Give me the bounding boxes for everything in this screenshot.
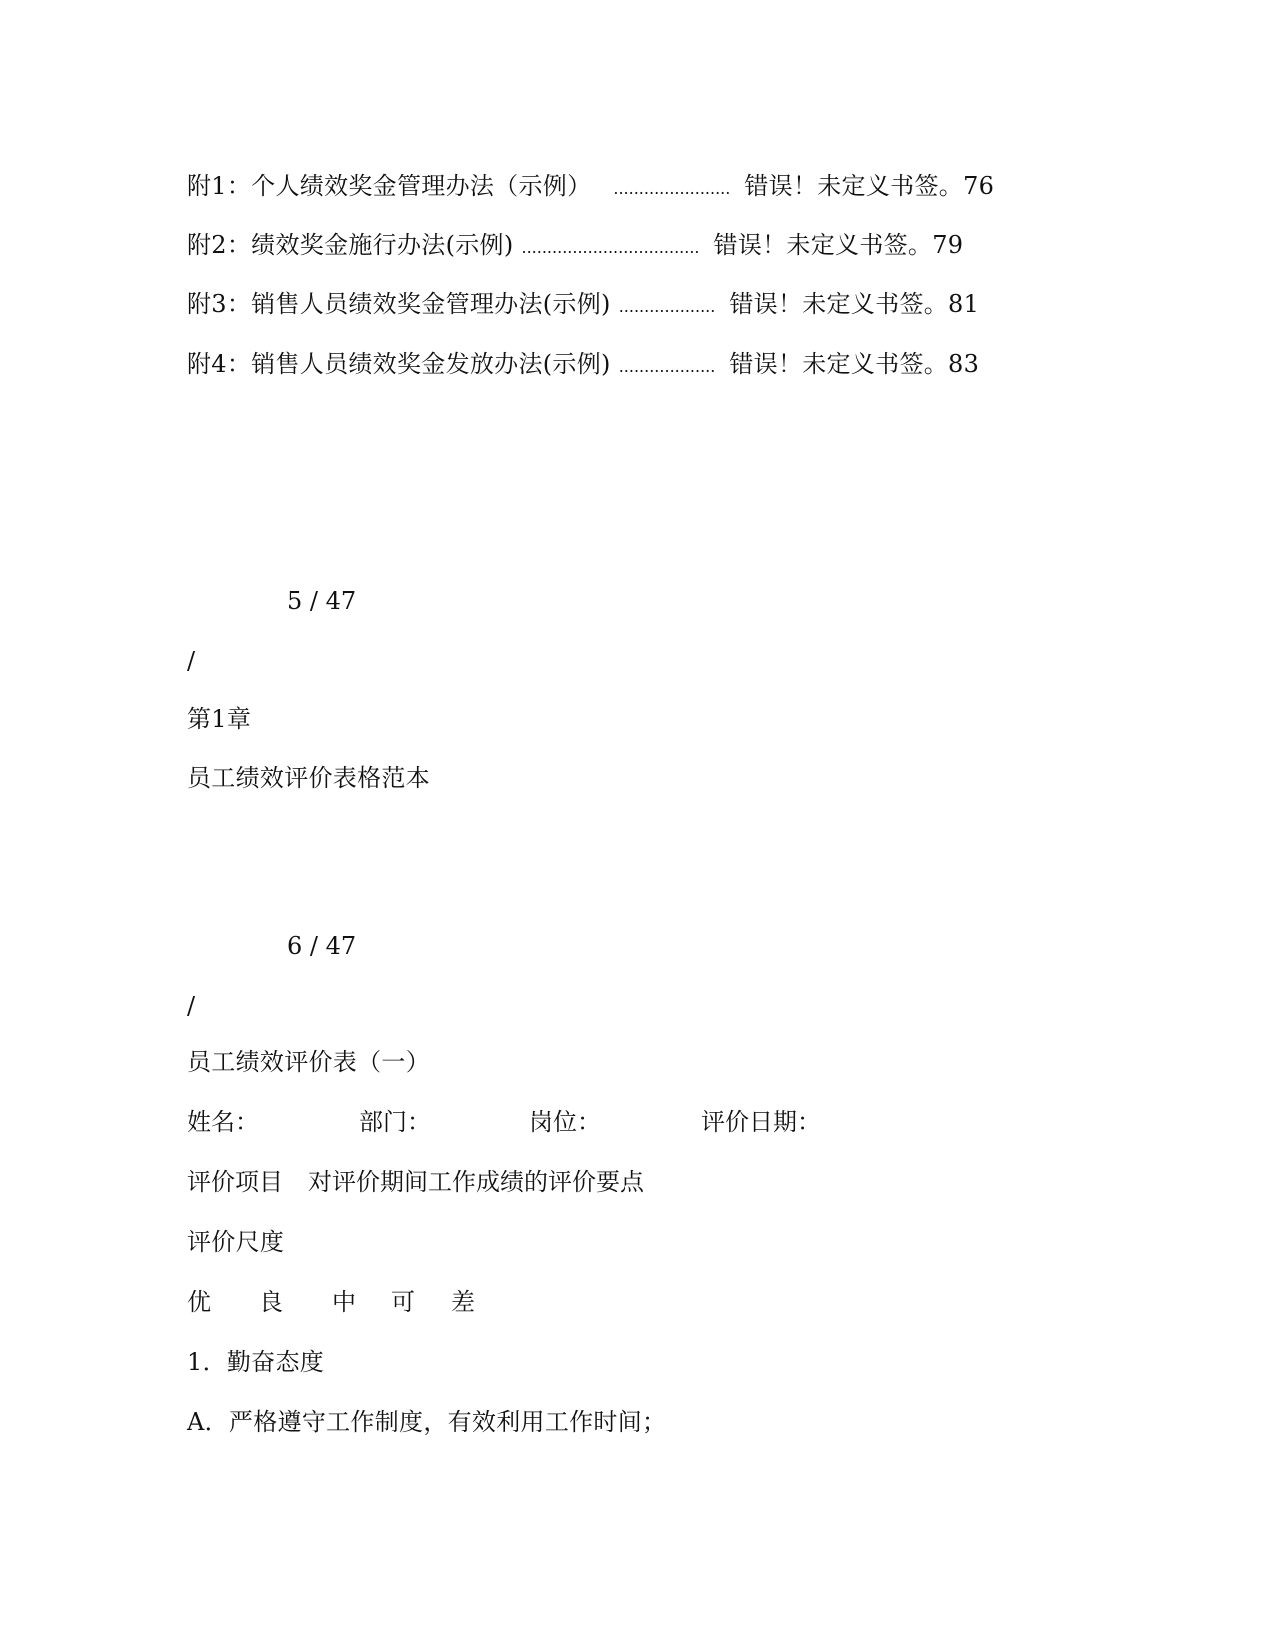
department-field-label: 部门： (359, 1108, 431, 1136)
name-field-label: 姓名： (187, 1108, 259, 1136)
scale-average: 中 (332, 1288, 356, 1316)
scale-poor: 差 (451, 1288, 475, 1316)
toc-entry-label: 附2：绩效奖金施行办法(示例) (187, 231, 514, 259)
scale-excellent: 优 (187, 1288, 211, 1316)
toc-entry[interactable] (187, 352, 979, 376)
form-header-fields (187, 1110, 1087, 1138)
position-field-label: 岗位： (529, 1108, 601, 1136)
chapter-heading: 第1章 (187, 705, 252, 733)
toc-leader-dots: ................... (618, 357, 716, 376)
toc-page-number: 83 (948, 350, 980, 378)
toc-leader-dots: ....................... (613, 179, 731, 198)
evaluation-date-field-label: 评价日期： (701, 1108, 821, 1136)
chapter-title: 员工绩效评价表格范本 (187, 764, 430, 792)
toc-entry[interactable] (187, 174, 994, 198)
page-separator: / (187, 992, 196, 1020)
column-evaluation-item: 评价项目 (187, 1168, 283, 1196)
toc-entry[interactable] (187, 292, 979, 316)
toc-entry-label: 附4：销售人员绩效奖金发放办法(示例) (187, 350, 611, 378)
toc-entry[interactable] (187, 233, 963, 257)
rating-scale (187, 1290, 587, 1318)
toc-leader-dots: ................................... (521, 238, 700, 257)
toc-error-text: 错误！未定义书签。 (729, 290, 949, 318)
column-evaluation-points: 对评价期间工作成绩的评价要点 (308, 1168, 644, 1196)
toc-page-number: 81 (948, 290, 980, 318)
page-number: 6 / 47 (287, 932, 357, 960)
toc-page-number: 79 (932, 231, 964, 259)
toc-error-text: 错误！未定义书签。 (729, 350, 949, 378)
page-number: 5 / 47 (287, 587, 357, 615)
page-separator: / (187, 647, 196, 675)
toc-page-number: 76 (963, 172, 995, 200)
form-column-headers (187, 1170, 1087, 1198)
toc-entry-label: 附1：个人绩效奖金管理办法（示例） (187, 172, 592, 200)
toc-error-text: 错误！未定义书签。 (744, 172, 964, 200)
evaluation-item: A．严格遵守工作制度，有效利用工作时间； (187, 1408, 667, 1436)
scale-label: 评价尺度 (187, 1228, 285, 1256)
toc-entry-label: 附3：销售人员绩效奖金管理办法(示例) (187, 290, 611, 318)
scale-fair: 可 (391, 1288, 415, 1316)
form-title: 员工绩效评价表（一） (187, 1048, 430, 1076)
scale-good: 良 (259, 1288, 283, 1316)
toc-leader-dots: ................... (618, 297, 716, 316)
section-heading: 1．勤奋态度 (187, 1348, 325, 1376)
toc-error-text: 错误！未定义书签。 (713, 231, 933, 259)
